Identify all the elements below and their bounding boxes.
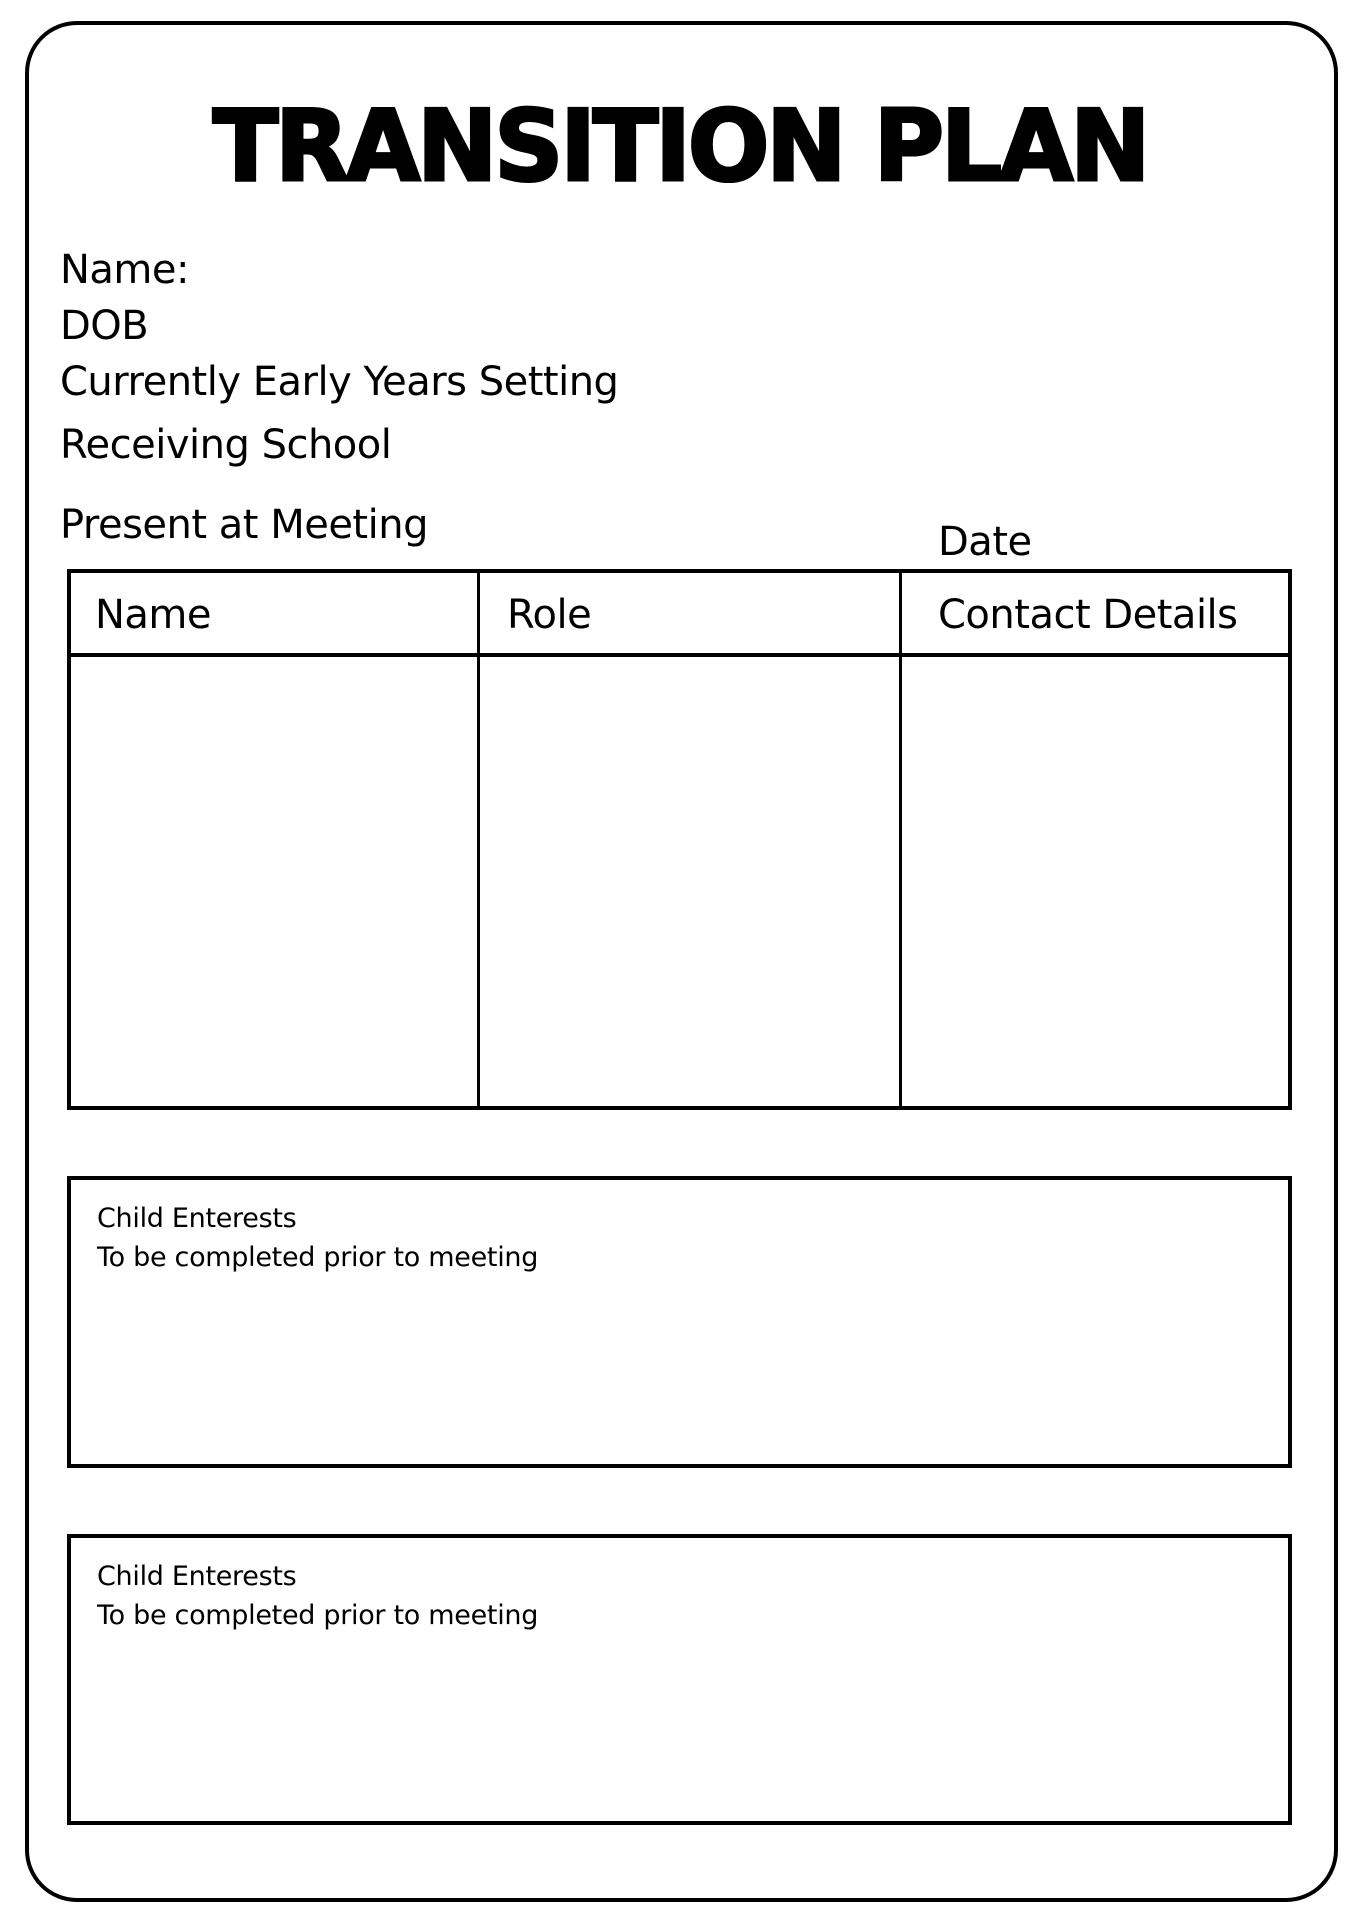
- field-receiving-school-label: Receiving School: [60, 422, 392, 468]
- field-name-label: Name:: [60, 247, 189, 293]
- box-note: To be completed prior to meeting: [97, 1600, 539, 1631]
- child-interests-box-1[interactable]: [67, 1176, 1292, 1468]
- child-interests-box-2[interactable]: [67, 1534, 1292, 1825]
- page-title-text: TRANSITION PLAN: [213, 90, 1148, 205]
- table-header-name: Name: [95, 592, 212, 638]
- field-dob-label: DOB: [60, 303, 149, 349]
- field-current-setting-label: Currently Early Years Setting: [60, 359, 619, 405]
- box-heading: Child Enterests: [97, 1203, 297, 1234]
- attendees-table: [67, 569, 1292, 1110]
- box-note: To be completed prior to meeting: [97, 1242, 539, 1273]
- present-at-meeting-label: Present at Meeting: [60, 502, 428, 548]
- table-column-divider: [477, 573, 480, 1106]
- table-cell-role[interactable]: [483, 657, 897, 1107]
- box-heading: Child Enterests: [97, 1561, 297, 1592]
- table-cell-contact-details[interactable]: [905, 657, 1288, 1107]
- table-column-divider: [899, 573, 902, 1106]
- table-header-role: Role: [507, 592, 592, 638]
- date-label: Date: [938, 519, 1032, 565]
- table-cell-name[interactable]: [75, 657, 475, 1107]
- page-title: [213, 90, 1148, 205]
- table-header-contact-details: Contact Details: [938, 592, 1238, 638]
